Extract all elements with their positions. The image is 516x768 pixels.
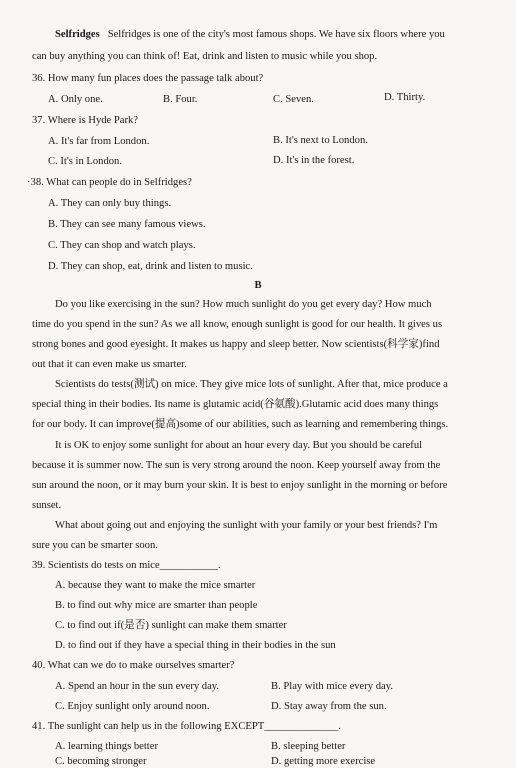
passage-b-p2-line3: for our body. It can improve(提高)some of our abilities, such as learning and remembering things. <box>32 419 449 430</box>
passage-b-p4-line1: What about going out and enjoying the sunlight with your family or your best friends? I'm <box>55 520 438 531</box>
q41-option-c: C. becoming stronger <box>55 756 147 767</box>
q39-option-c: C. to find out if(是否) sunlight can make them smarter <box>55 620 287 631</box>
q41-option-d: D. getting more exercise <box>271 756 376 767</box>
passage-b-p2-line1: Scientists do tests(测试) on mice. They give mice lots of sunlight. After that, mice produce a <box>55 379 448 390</box>
q41-option-a: A. learning things better <box>55 741 158 752</box>
q38-option-c: C. They can shop and watch plays. <box>48 240 196 251</box>
q39-option-b: B. to find out why mice are smarter than people <box>55 600 258 611</box>
passage-b-p3-line4: sunset. <box>32 500 62 511</box>
q40-option-b: B. Play with mice every day. <box>271 681 393 692</box>
q38-option-a: A. They can only buy things. <box>48 198 172 209</box>
passage-b-p1-line1: Do you like exercising in the sun? How much sunlight do you get every day? How much <box>55 299 432 310</box>
passage-b-p3-line1: It is OK to enjoy some sunlight for about an hour every day. But you should be careful <box>55 440 423 451</box>
selfridges-text: Selfridges is one of the city's most famous shops. We have six floors where you <box>107 29 445 40</box>
q37-option-c: C. It's in London. <box>48 156 123 167</box>
question-38: ·38. What can people do in Selfridges? <box>27 177 192 188</box>
selfridges-line1 <box>55 28 445 41</box>
passage-b-p1-line2: time do you spend in the sun? As we all know, enough sunlight is good for our health. It gives us <box>32 319 443 330</box>
section-b-heading: B <box>254 280 262 291</box>
passage-b-p2-line2: special thing in their bodies. Its name is glutamic acid(谷氨酸).Glutamic acid does many things <box>32 399 439 410</box>
passage-b-p3-line2: because it is summer now. The sun is very strong around the noon. Keep yourself away from the <box>32 460 441 471</box>
q40-option-c: C. Enjoy sunlight only around noon. <box>55 701 210 712</box>
question-37: 37. Where is Hyde Park? <box>32 115 139 126</box>
question-40: 40. What can we do to make ourselves smarter? <box>32 660 235 671</box>
q36-option-b: B. Four. <box>163 94 198 105</box>
q40-option-d: D. Stay away from the sun. <box>271 701 387 712</box>
q38-option-d: D. They can shop, eat, drink and listen to music. <box>48 261 253 272</box>
question-41: 41. The sunlight can help us in the following EXCEPT______________. <box>32 721 342 732</box>
q36-option-c: C. Seven. <box>273 94 314 105</box>
q40-option-a: A. Spend an hour in the sun every day. <box>55 681 220 692</box>
passage-b-p4-line2: sure you can be smarter soon. <box>32 540 158 551</box>
q37-option-a: A. It's far from London. <box>48 136 150 147</box>
passage-b-p3-line3: sun around the noon, or it may burn your skin. It is best to enjoy sunlight in the morning or before <box>32 480 448 491</box>
q38-option-b: B. They can see many famous views. <box>48 219 206 230</box>
q37-option-b: B. It's next to London. <box>273 135 368 146</box>
question-39: 39. Scientists do tests on mice___________. <box>32 560 221 571</box>
question-36: 36. How many fun places does the passage talk about? <box>32 73 264 84</box>
q36-option-d: D. Thirty. <box>384 92 426 103</box>
q39-option-a: A. because they want to make the mice smarter <box>55 580 256 591</box>
selfridges-line2: can buy anything you can think of! Eat, drink and listen to music while you shop. <box>32 51 378 62</box>
q37-option-d: D. It's in the forest. <box>273 155 355 166</box>
passage-b-p1-line4: out that it can even make us smarter. <box>32 359 187 370</box>
q36-option-a: A. Only one. <box>48 94 103 105</box>
selfridges-title: Selfridges <box>55 29 100 40</box>
q39-option-d: D. to find out if they have a special thing in their bodies in the sun <box>55 640 336 651</box>
q41-option-b: B. sleeping better <box>271 741 346 752</box>
passage-b-p1-line3: strong bones and good eyesight. It makes us happy and sleep better. Now scientists(科学家)find <box>32 339 440 350</box>
